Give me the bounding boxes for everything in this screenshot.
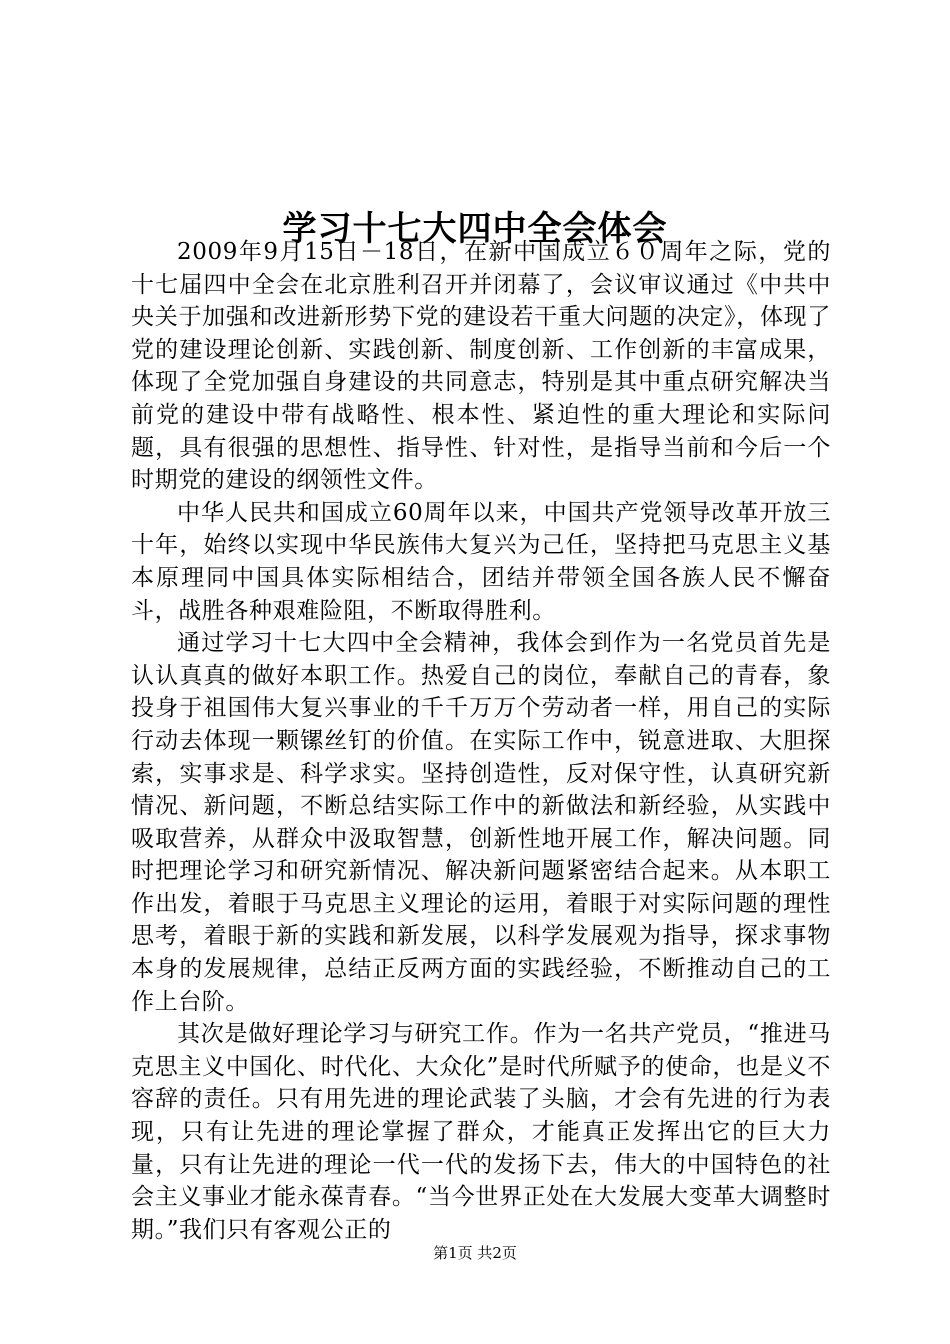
paragraph-1: 2009年9月15日－18日，在新中国成立６０周年之际，党的十七届四中全会在北京胜利召开并闭幕了，会议审议通过《中共中央关于加强和改进新形势下党的建设若干重大问题的决定》，体现了党的建设理论创新、实践创新、制度创新、工作创新的丰富成果，体现了全党加强自身建设的共同意志，特别是其中重点研究解决当前党的建设中带有战略性、根本性、紧迫性的重大理论和实际问题，具有很强的思想性、指导性、针对性，是指导当前和今后一个时期党的建设的纲领性文件。: [131, 239, 831, 494]
paragraph-2: 中华人民共和国成立60周年以来，中国共产党领导改革开放三十年，始终以实现中华民族伟大复兴为己任，坚持把马克思主义基本原理同中国具体实际相结合，团结并带领全国各族人民不懈奋斗，战胜各种艰难险阻，不断取得胜利。: [131, 499, 831, 624]
document-title: 学习十七大四中全会体会: [282, 208, 668, 249]
paragraph-3: 通过学习十七大四中全会精神，我体会到作为一名党员首先是认认真真的做好本职工作。热爱自己的岗位，奉献自己的青春，象投身于祖国伟大复兴事业的千千万万个劳动者一样，用自己的实际行动去体现一颗镙丝钉的价值。在实际工作中，锐意进取、大胆探索，实事求是、科学求实。坚持创造性，反对保守性，认真研究新情况、新问题，不断总结实际工作中的新做法和新经验，从实践中吸取营养，从群众中汲取智慧，创新性地开展工作，解决问题。同时把理论学习和研究新情况、解决新问题紧密结合起来。从本职工作出发，着眼于马克思主义理论的运用，着眼于对实际问题的理性思考，着眼于新的实践和新发展，以科学发展观为指导，探求事物本身的发展规律，总结正反两方面的实践经验，不断推动自己的工作上台阶。: [131, 630, 831, 1015]
paragraph-4: 其次是做好理论学习与研究工作。作为一名共产党员，“推进马克思主义中国化、时代化、大众化”是时代所赋予的使命，也是义不容辞的责任。只有用先进的理论武装了头脑，才会有先进的行为表现，只有让先进的理论掌握了群众，才能真正发挥出它的巨大力量，只有让先进的理论一代一代的发扬下去，伟大的中国特色的社会主义事业才能永葆青春。“当今世界正处在大发展大变革大调整时期。”我们只有客观公正的: [131, 1021, 831, 1243]
document-body: [131, 236, 831, 1246]
page-footer: 第1页 共2页: [433, 1244, 517, 1262]
